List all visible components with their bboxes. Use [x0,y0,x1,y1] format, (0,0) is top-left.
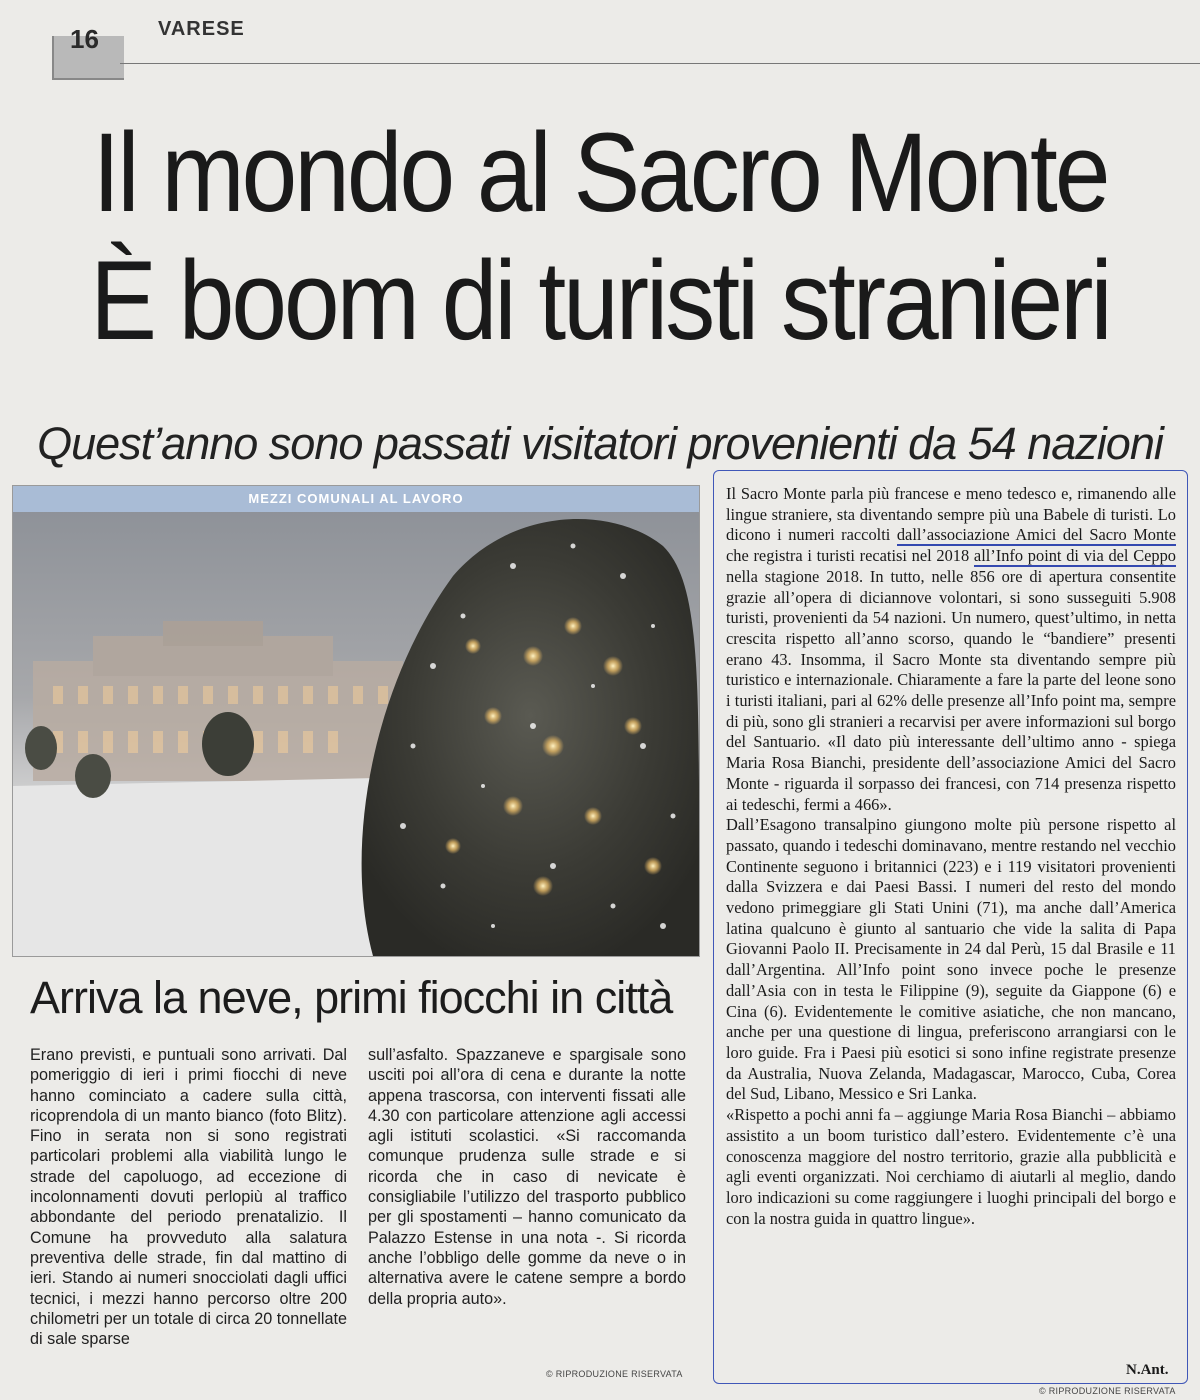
sidebar-article-title: Arriva la neve, primi fiocchi in città [30,972,673,1023]
paragraph-1-text-c: nella stagione 2018. In tutto, nelle 856 ore di apertura consentite grazie all’opera di diciannove volontari, si sono susseguiti 5.908 turisti, provenienti da 54 nazioni. Un numero, quest’ultimo, in netta crescita rispetto all’anno scorso, quando le “bandiere” presenti erano 43. Insomma, il Sacro Monte sta diventando sempre più turistico e internazionale. Chiaramente a fare la parte del leone sono i turisti italiani, pari al 62% delle presenze all’Info point ma, sempre di più, sono gli stranieri a recarvisi per avere informazioni sul borgo del Santuario. «Il dato più interessante dell’ultimo anno - spiega Maria Rosa Bianchi, presidente dell’associazione Amici del Sacro Monte - riguarda il sorpasso dei francesi, con 714 presenza rispetto ai tedeschi, fermi a 466». [726,566,1176,814]
highlight-info-point: all’Info point di via del Ceppo [973,546,1176,566]
photo-caption: MEZZI COMUNALI AL LAVORO [13,486,699,512]
sidebar-article-column-2: sull’asfalto. Spazzaneve e spargisale sono usciti poi all’ora di cena e durante la notte appena trascorsa, con interventi fissati alle 4.30 con particolare attenzione agli accessi agli istituti scolastici. «Si raccomanda comunque prudenza sulle strade e si ricorda che in caso di nevicate è consigliabile l’utilizzo del trasporto pubblico per gli spostamenti – hanno comunicato da Palazzo Estense in una nota -. Si ricorda anche l’obbligo delle gomme da neve o in alternativa avere le catene sempre a bordo della propria auto». [368,1046,686,1308]
snow-photo [12,485,700,957]
sidebar-copyright: © RIPRODUZIONE RISERVATA [546,1369,683,1379]
main-article-paragraph-2: Dall’Esagono transalpino giungono molte più persone rispetto al passato, quando i tedeschi dominavano, mentre restando nel vecchio Continente seguono i britannici (223) e i 119 visitatori provenienti dalla Svizzera e dai Paesi Bassi. I numeri del resto del mondo vedono primeggiare gli Stati Unini (71), ma anche dall’America latina qualcuno è giunto al santuario che vide la salita di Papa Giovanni Paolo II. Precisamente in 24 dal Perù, 15 dal Brasile e 11 dall’Argentina. All’Info point sono invece poche le presenze dall’Asia con in testa le Filippine (9), seguite da Giappone (6) e Cina (6). Evidentemente le comitive asiatiche, che non mancano, anche per una questione di lingua, preferiscono arrangiarsi con le loro guide. Fra i Paesi più esotici si sono infine registrate presenze da Australia, Nuova Zelanda, Madagascar, Marocco, Cuba, Corea del Sud, Libano, Messico e Sri Lanka. [726,815,1176,1104]
page-number: 16 [70,24,99,54]
subheadline: Quest’anno sono passati visitatori provenienti da 54 nazioni [37,418,1163,469]
paragraph-1-text-b: che registra i turisti recatisi nel 2018 [726,546,974,566]
main-article-body [726,484,1176,1229]
headline-line-1: Il mondo al Sacro Monte [92,110,1108,236]
main-article-paragraph-3: «Rispetto a pochi anni fa – aggiunge Maria Rosa Bianchi – abbiamo assistito a un boom turistico dall’estero. Evidentemente c’è una conoscenza maggiore del nostro territorio, grazie alla pubblicità e agli eventi organizzati. Noi cerchiamo di aiutarli al meglio, dando loro indicazioni su come raggiungere i luoghi principali del borgo e con la nostra guida in quattro lingue». [726,1105,1176,1228]
highlight-association: dall’associazione Amici del Sacro Monte [896,525,1177,545]
main-article-paragraph-1 [726,484,1176,815]
byline: N.Ant. [1126,1362,1169,1378]
sidebar-article-column-1: Erano previsti, e puntuali sono arrivati. Dal pomeriggio di ieri i primi fiocchi di neve hanno cominciato a cadere sulla città, ricoprendola di un manto bianco (foto Blitz). Fino in serata non si sono registrati particolari problemi alla viabilità lungo le strade del capoluogo, ad eccezione di incolonnamenti dovuti perlopiù al traffico abbondante del periodo prenatalizio. Il Comune ha provveduto alla salatura preventiva delle strade, fin dal mattino di ieri. Stando ai numeri snocciolati dagli uffici tecnici, i mezzi hanno percorso oltre 200 chilometri per un totale di circa 20 tonnellate di sale sparse [30,1046,347,1349]
header-rule [120,63,1200,64]
headline-line-2: È boom di turisti stranieri [90,238,1110,364]
section-name: VARESE [158,18,245,40]
snow-scene-illustration [13,486,699,956]
paragraph-1-text-a: Il Sacro Monte parla più francese e meno tedesco e, rimanendo alle lingue straniere, sta diventando sempre più una Babele di turisti. Lo dicono i numeri raccolti [726,484,1176,545]
main-copyright: © RIPRODUZIONE RISERVATA [1039,1386,1176,1396]
